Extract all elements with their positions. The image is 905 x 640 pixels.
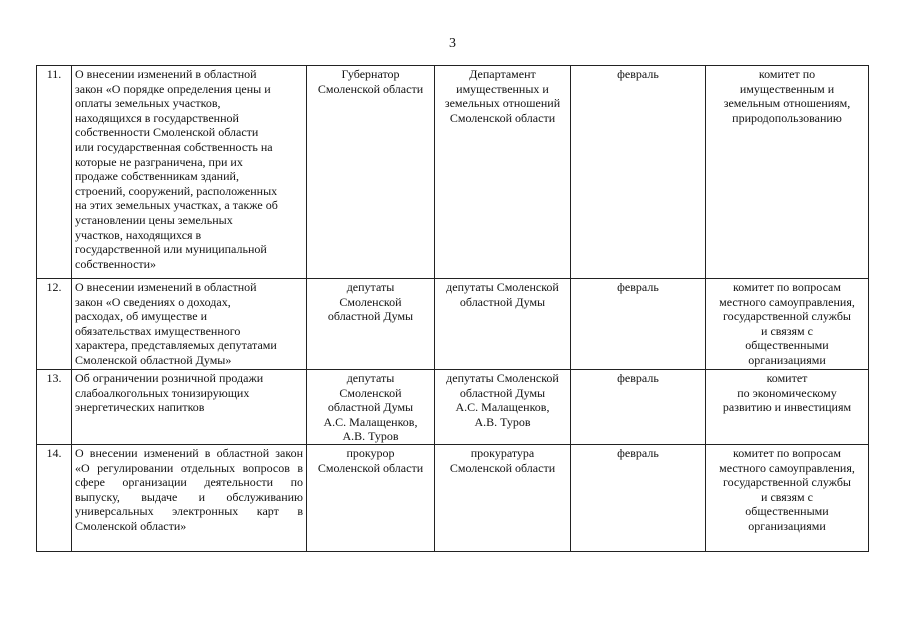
initiator-cell: депутаты Смоленской областной Думы А.С. Малащенков, А.В. Туров xyxy=(307,370,435,445)
month-cell: февраль xyxy=(571,370,706,445)
initiator-cell: депутаты Смоленской областной Думы xyxy=(307,279,435,370)
table-row xyxy=(37,444,869,551)
bill-title: Об ограничении розничной продажи слабоалкогольных тонизирующих энергетических напитков xyxy=(72,370,307,445)
bill-title: О внесении изменений в областной закон «О порядке определения цены и оплаты земельных участков, находящихся в государственной собственности Смоленской области или государственная собственность на которые не разграничена, при их продаже собственникам зданий, строений, сооружений, расположенных на этих земельных участках, а также об установлении цены земельных участков, находящихся в государственной или муниципальной собственности» xyxy=(72,66,307,279)
initiator-cell: Губернатор Смоленской области xyxy=(307,66,435,279)
preparer-cell: депутаты Смоленской областной Думы А.С. Малащенков, А.В. Туров xyxy=(435,370,571,445)
committee-cell: комитет по вопросам местного самоуправления, государственной службы и связям с общественными организациями xyxy=(706,444,869,551)
month-cell: февраль xyxy=(571,444,706,551)
row-number: 13. xyxy=(37,370,72,445)
table-row xyxy=(37,370,869,445)
committee-cell: комитет по имущественным и земельным отношениям, природопользованию xyxy=(706,66,869,279)
table-row xyxy=(37,279,869,370)
preparer-cell: Департамент имущественных и земельных отношений Смоленской области xyxy=(435,66,571,279)
bill-title: О внесении изменений в областной закон «О регулировании отдельных вопросов в сфере организации деятельности по выпуску, выдаче и обслуживанию универсальных электронных карт в Смоленской области» xyxy=(72,444,307,551)
table-row xyxy=(37,66,869,279)
preparer-cell: прокуратура Смоленской области xyxy=(435,444,571,551)
page-number: 3 xyxy=(449,36,456,51)
row-number: 11. xyxy=(37,66,72,279)
committee-cell: комитет по экономическому развитию и инвестициям xyxy=(706,370,869,445)
row-number: 14. xyxy=(37,444,72,551)
committee-cell: комитет по вопросам местного самоуправления, государственной службы и связям с общественными организациями xyxy=(706,279,869,370)
initiator-cell: прокурор Смоленской области xyxy=(307,444,435,551)
bill-title: О внесении изменений в областной закон «О сведениях о доходах, расходах, об имуществе и обязательствах имущественного характера, представляемых депутатами Смоленской областной Думы» xyxy=(72,279,307,370)
preparer-cell: депутаты Смоленской областной Думы xyxy=(435,279,571,370)
row-number: 12. xyxy=(37,279,72,370)
month-cell: февраль xyxy=(571,66,706,279)
legislation-plan-table xyxy=(36,65,869,552)
month-cell: февраль xyxy=(571,279,706,370)
